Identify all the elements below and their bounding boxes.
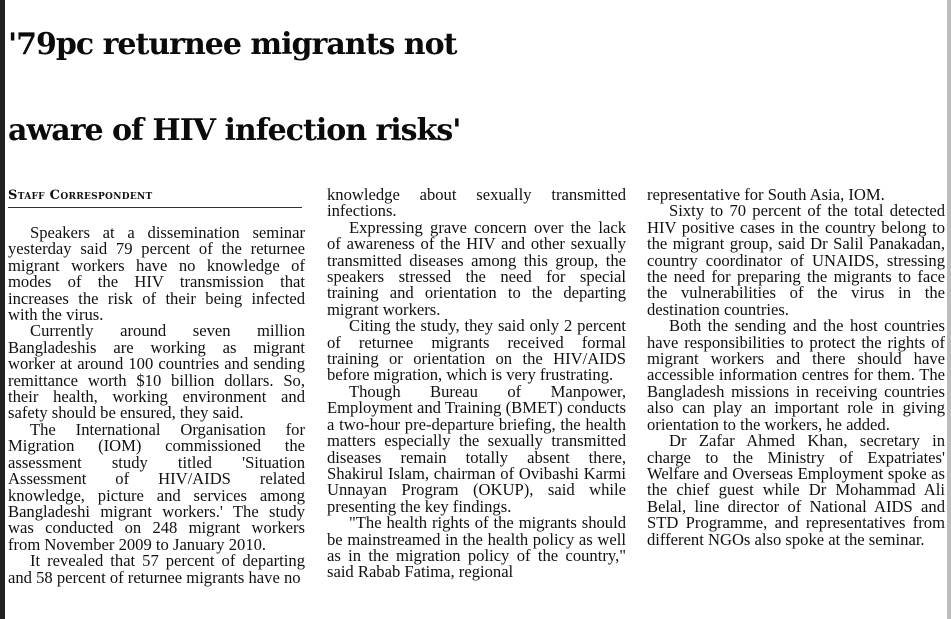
article-column-1: [8, 225, 305, 619]
paragraph: representative for South Asia, IOM.: [647, 187, 885, 204]
paragraph: knowledge about sexually transmitted infections.: [327, 187, 626, 221]
paragraph: Citing the study, they said only 2 percent of returnee migrants received formal training or orientation on the HIV/AIDS before migration, which is very frustrating.: [327, 316, 626, 385]
paragraph: Dr Zafar Ahmed Khan, secretary in charge to the Ministry of Expatriates' Welfare and Overseas Employment spoke as the chief guest while Dr Mohammad Ali Belal, line director of National AIDS and STD Programme, and representatives from different NGOs also spoke at the seminar.: [647, 431, 945, 549]
paragraph: Speakers at a dissemination seminar yesterday said 79 percent of the returnee migrant workers have no knowledge of modes of the HIV transmission that increases the risk of their being infected with the virus.: [8, 225, 305, 325]
byline: Staff Correspondent: [8, 188, 302, 208]
paragraph: Sixty to 70 percent of the total detected HIV positive cases in the country belong to the migrant group, said Dr Salil Panakadan, country coordinator of UNAIDS, stressing the need for preparing the migrants to face the vulnerabilities of the virus in the destination countries.: [647, 201, 945, 319]
scan-edge-left: [0, 0, 5, 619]
paragraph: Both the sending and the host countries have responsibilities to protect the rights of migrant workers and there should have accessible information centres for them. The Bangladesh missions in receiving countries also can play an important role in giving orientation to the workers, he added.: [647, 316, 945, 434]
headline: [8, 2, 948, 174]
paragraph: Currently around seven million Bangladeshis are working as migrant worker at around 100 countries and sending remittance worth $10 billion dollars. So, their health, working environment and safety should be ensured, they said.: [8, 321, 305, 423]
paragraph: "The health rights of the migrants should be mainstreamed in the health policy as well as in the migration policy of the country," said Rabab Fatima, regional: [327, 513, 626, 582]
article-column-2: [327, 187, 626, 619]
article-column-3: [647, 187, 945, 619]
headline-line-1: '79pc returnee migrants not: [8, 27, 457, 62]
headline-line-2: aware of HIV infection risks': [8, 113, 461, 148]
paragraph: Expressing grave concern over the lack of awareness of the HIV and other sexually transmitted diseases among this group, the speakers stressed the need for special training and orientation to the departing migrant workers.: [327, 217, 626, 319]
paragraph: Though Bureau of Manpower, Employment and Training (BMET) conducts a two-hour pre-departure briefing, the health matters especially the sexually transmitted diseases remain totally absent there, Shakirul Islam, chairman of Ovibashi Karmi Unnayan Program (OKUP), said while presenting the key findings.: [327, 381, 626, 516]
paragraph: The International Organisation for Migration (IOM) commissioned the assessment study titled 'Situation Assessment of HIV/AIDS related knowledge, picture and services among Bangladeshi migrant workers.' The study was conducted on 248 migrant workers from November 2009 to January 2010.: [8, 419, 305, 554]
paragraph: It revealed that 57 percent of departing and 58 percent of returnee migrants have no: [8, 551, 305, 587]
